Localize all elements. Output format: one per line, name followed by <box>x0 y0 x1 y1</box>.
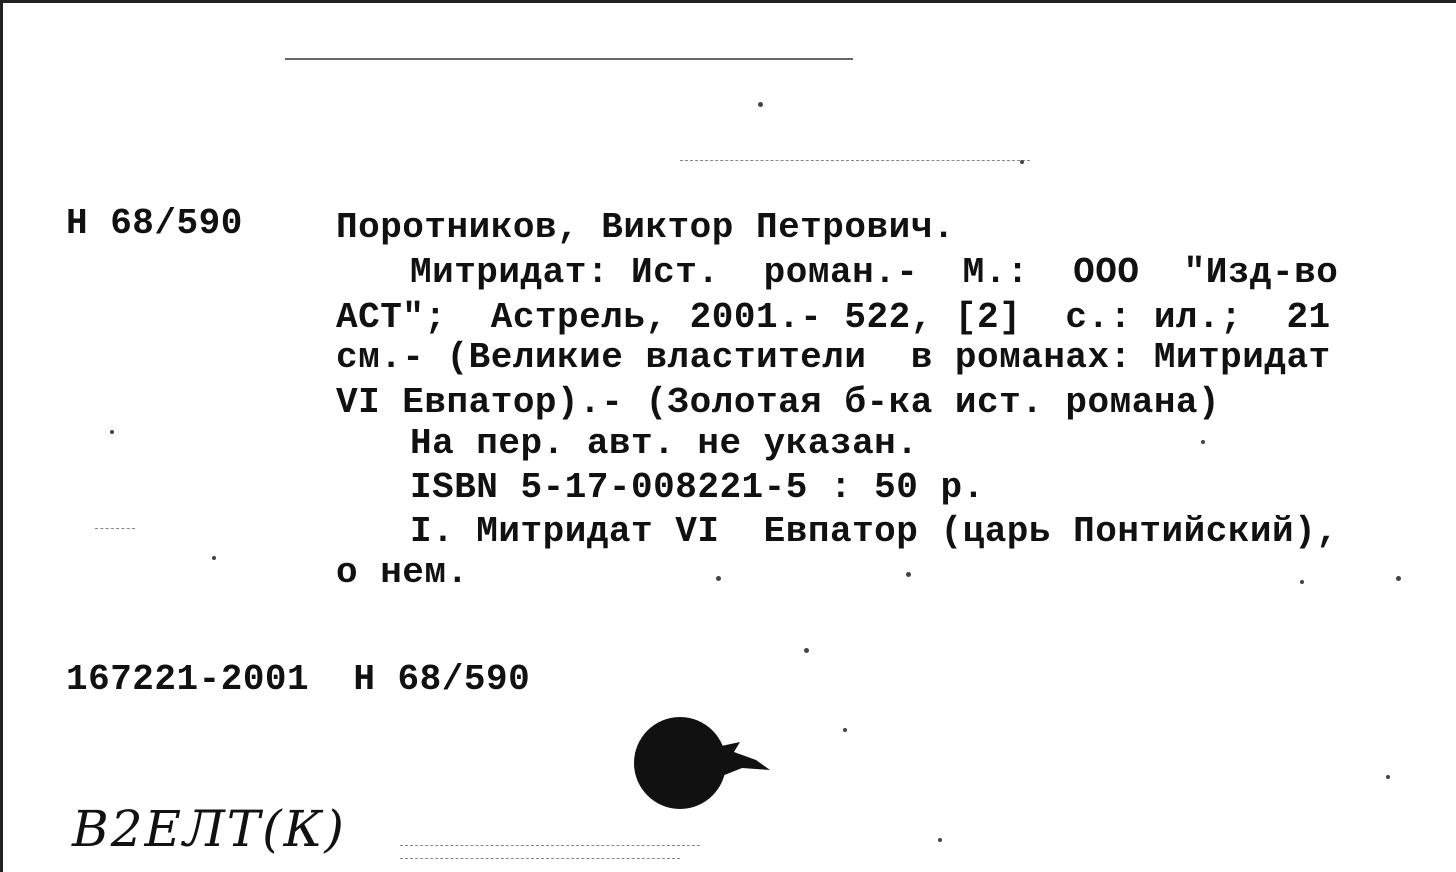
scan-speck <box>1300 580 1304 584</box>
scan-speck <box>1386 775 1390 779</box>
card-top-edge <box>0 0 1456 3</box>
scan-speck <box>212 556 216 560</box>
scan-speck <box>1396 576 1401 581</box>
scan-speck <box>938 838 942 842</box>
description-line: АСТ"; Астрель, 2001.- 522, [2] с.: ил.; 21 <box>336 297 1331 338</box>
scan-speck <box>1020 160 1024 164</box>
scan-speck <box>843 728 847 732</box>
scan-noise-line <box>680 160 1030 162</box>
accession-number: 167221-2001 Н 68/590 <box>66 659 531 700</box>
scan-speck <box>804 648 809 653</box>
author-heading: Поротников, Виктор Петрович. <box>336 207 955 248</box>
scan-speck <box>1201 440 1205 444</box>
description-line: см.- (Великие властители в романах: Митридат <box>336 337 1331 378</box>
shelfmark: Н 68/590 <box>66 203 243 244</box>
isbn-price-line: ISBN 5-17-008221-5 : 50 р. <box>410 467 985 508</box>
note-line: На пер. авт. не указан. <box>410 423 919 464</box>
scan-speck <box>716 576 721 581</box>
scan-speck <box>758 102 763 107</box>
description-line: Митридат: Ист. роман.- М.: ООО "Изд-во <box>410 252 1339 293</box>
ink-blot-splash <box>712 742 772 776</box>
scan-noise-line <box>400 858 680 860</box>
scan-noise-line <box>400 845 700 847</box>
subject-line-continued: о нем. <box>336 552 469 593</box>
top-rule-line <box>285 58 853 60</box>
subject-line: I. Митридат VI Евпатор (царь Понтийский), <box>410 511 1339 552</box>
scan-speck <box>110 430 114 434</box>
scan-noise-line <box>95 528 135 530</box>
scan-speck <box>906 572 911 577</box>
handwritten-classification: В2ЕЛТ(К) <box>72 800 346 858</box>
card-left-edge <box>0 0 3 872</box>
description-line: VI Евпатор).- (Золотая б-ка ист. романа) <box>336 382 1221 423</box>
